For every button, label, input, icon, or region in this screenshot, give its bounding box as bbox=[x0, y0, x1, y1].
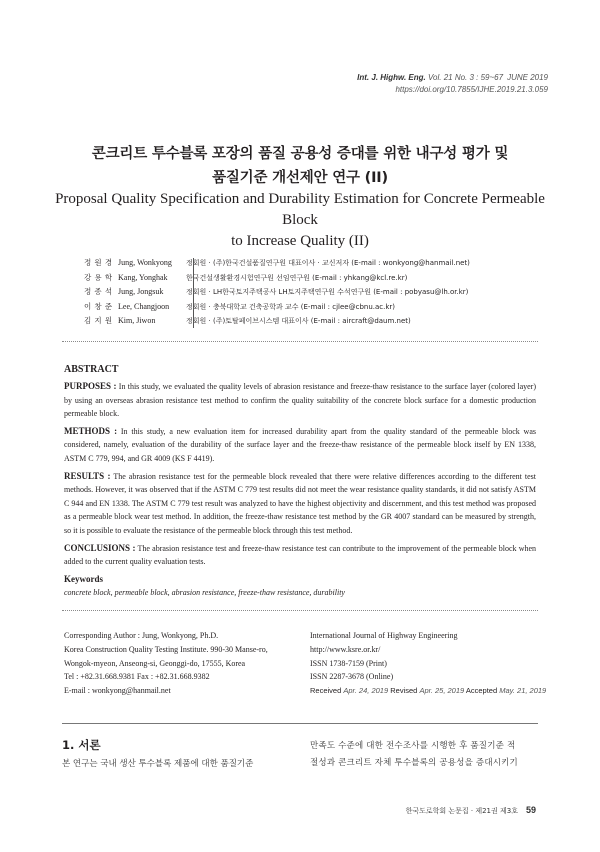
purposes-text: In this study, we evaluated the quality levels of abrasion resistance and freeze-thaw resistance to the surface layer (colored layer) by using an overseas abrasion resistance test method to confirm the quality suitability of the concrete block surface for a domestic production permeable block. bbox=[64, 382, 536, 419]
author-english-name: Lee, Changjoon bbox=[118, 301, 170, 311]
abstract-purposes bbox=[64, 380, 536, 421]
journal-header bbox=[357, 72, 548, 96]
keywords-text: concrete block, permeable block, abrasion resistance, freeze-thaw resistance, durability bbox=[64, 587, 345, 597]
dotted-divider bbox=[62, 341, 538, 342]
doi-link[interactable]: https://doi.org/10.7855/IJHE.2019.21.3.059 bbox=[395, 85, 548, 94]
author-english-name: Kang, Yonghak bbox=[118, 272, 168, 282]
conclusions-label: CONCLUSIONS : bbox=[64, 542, 136, 553]
abstract-results bbox=[64, 470, 536, 538]
results-text: The abrasion resistance test for the permeable block revealed that there were relative differences according to the different test methods. However, it was observed that if the ASTM C 779 test results did not meet the wear resistance quality standards, it did not satisfy ASTM C 944 and EN 1338. The ASTM C 779 test result was analyzed to have the highest objectivity and discernment, and this test method was proposed as a permeable block wear test method. In addition, the freeze-thaw resistance test method by the GR 4007 standard can be measured by strength, so it is possible to evaluate the resistance of the permeable block through this test method. bbox=[64, 471, 536, 535]
author-divider bbox=[193, 258, 194, 328]
accepted-date: May. 21, 2019 bbox=[499, 686, 547, 696]
body-line: 만족도 수준에 대한 전수조사를 시행한 후 품질기준 적 bbox=[310, 741, 516, 751]
revised-date: Apr. 25, 2019 bbox=[419, 686, 465, 696]
received-date: Apr. 24, 2019 bbox=[343, 686, 389, 696]
journal-volume: Vol. 21 No. 3 : 59~67 bbox=[427, 73, 504, 82]
author-row bbox=[84, 256, 470, 271]
author-row bbox=[84, 271, 470, 286]
abstract bbox=[64, 363, 536, 599]
dotted-divider bbox=[62, 610, 538, 611]
author-affiliation: 정회원 · (주)토탈페이브시스템 대표이사 (E-mail : aircraft@daum.net) bbox=[186, 317, 411, 325]
author-english-name: Jung, Wonkyong bbox=[118, 258, 172, 267]
section-heading: 1. 서론 bbox=[62, 738, 101, 752]
author-korean-name: 정 원 경 bbox=[84, 258, 113, 267]
author-row bbox=[84, 300, 470, 315]
author-affiliation: 정회원 · LH한국토지주택공사 LH토지주택연구원 수석연구원 (E-mail : pobyasu@lh.or.kr) bbox=[186, 288, 469, 296]
author-korean-name: 이 창 준 bbox=[84, 301, 113, 311]
corresponding-author-block bbox=[64, 629, 304, 698]
journal-date: JUNE 2019 bbox=[507, 73, 548, 82]
author-korean-name: 정 종 석 bbox=[84, 287, 113, 296]
author-row bbox=[84, 314, 470, 329]
corr-line: Wongok-myeon, Anseong-si, Geonggi-do, 17555, Korea bbox=[64, 658, 246, 668]
korean-title-line1: 콘크리트 투수블록 포장의 품질 공용성 증대를 위한 내구성 평가 및 bbox=[91, 146, 509, 162]
korean-title bbox=[40, 142, 560, 190]
purposes-label: PURPOSES : bbox=[64, 381, 117, 391]
author-row bbox=[84, 285, 470, 300]
journal-info-block bbox=[310, 629, 550, 698]
author-affiliation: 정회원 · (주)한국건설품질연구원 대표이사 · 교신저자 (E-mail : wonkyong@hanmail.net) bbox=[186, 259, 470, 267]
section-divider bbox=[62, 723, 538, 724]
english-title bbox=[40, 189, 560, 252]
methods-text: In this study, a new evaluation item for increased durability apart from the quality standard of the permeable block was considered, namely, evaluation of the durability of the surface layer and the freeze-thaw resistance of the permeable block itself by EN 1338, ASTM C 779, 994, and GR 4009 (KS F 4419). bbox=[64, 426, 536, 463]
corr-email: E-mail : wonkyong@hanmail.net bbox=[64, 686, 171, 696]
issn-print: ISSN 1738-7159 (Print) bbox=[310, 658, 387, 668]
author-korean-name: 강 용 학 bbox=[84, 272, 113, 282]
conclusions-text: The abrasion resistance test and freeze-thaw resistance test can contribute to the improvement of the permeable block when added to the current quality evaluation tests. bbox=[64, 543, 537, 567]
author-english-name: Jung, Jongsuk bbox=[118, 287, 164, 296]
journal-abbrev: Int. J. Highw. Eng. bbox=[357, 73, 426, 82]
abstract-methods bbox=[64, 425, 536, 466]
author-korean-name: 김 지 원 bbox=[84, 316, 113, 325]
english-title-line2: to Increase Quality (II) bbox=[231, 233, 369, 249]
revised-label: Revised bbox=[390, 686, 418, 696]
body-text-right bbox=[310, 738, 538, 772]
body-line: 절성과 콘크리트 자체 투수블록의 공용성을 증대시키기 bbox=[310, 758, 518, 768]
author-affiliation: 정회원 · 충북대학교 건축공학과 교수 (E-mail : cjlee@cbnu.ac.kr) bbox=[186, 302, 396, 311]
issn-online: ISSN 2287-3678 (Online) bbox=[310, 672, 394, 682]
corr-line: Korea Construction Quality Testing Institute. 990-30 Manse-ro, bbox=[64, 644, 268, 654]
corr-line: Corresponding Author : Jung, Wonkyong, Ph.D. bbox=[64, 631, 219, 640]
abstract-heading: ABSTRACT bbox=[64, 364, 119, 375]
body-text-left: 본 연구는 국내 생산 투수블록 제품에 대한 품질기준 bbox=[62, 759, 254, 769]
abstract-conclusions bbox=[64, 542, 536, 569]
keywords-label: Keywords bbox=[64, 573, 103, 584]
journal-name: International Journal of Highway Engineering bbox=[310, 631, 458, 640]
received-label: Received bbox=[310, 686, 342, 696]
accepted-label: Accepted bbox=[465, 686, 498, 696]
author-affiliation: 한국건설생활환경시험연구원 선임연구원 (E-mail : yhkang@kcl.re.kr) bbox=[186, 273, 408, 282]
footer-journal: 한국도로학회 논문집 · 제21권 제3호 bbox=[405, 807, 518, 815]
author-english-name: Kim, Jiwon bbox=[118, 316, 156, 325]
corr-line: Tel : +82.31.668.9381 Fax : +82.31.668.9382 bbox=[64, 672, 210, 682]
page-number: 59 bbox=[525, 805, 536, 815]
korean-title-line2: 품질기준 개선제안 연구 (II) bbox=[212, 170, 388, 186]
results-label: RESULTS : bbox=[64, 470, 111, 481]
journal-url[interactable]: http://www.ksre.or.kr/ bbox=[310, 644, 381, 654]
received-dates bbox=[310, 684, 550, 698]
page-footer bbox=[406, 805, 536, 816]
methods-label: METHODS : bbox=[64, 425, 118, 436]
author-list bbox=[84, 256, 470, 329]
english-title-line1: Proposal Quality Specification and Durability Estimation for Concrete Permeable Block bbox=[55, 191, 545, 228]
